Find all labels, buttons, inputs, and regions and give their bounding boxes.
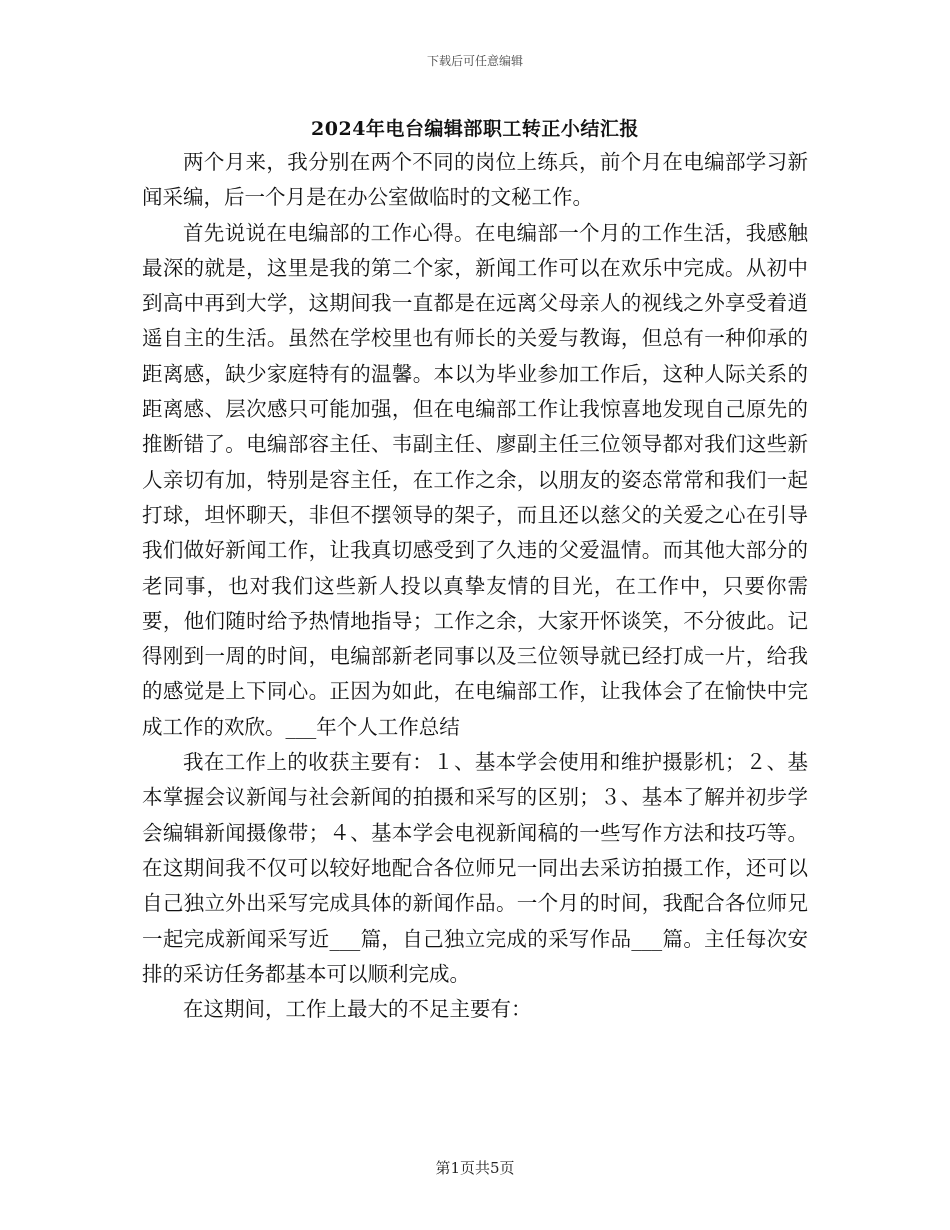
page-number: 第1页共5页: [435, 1159, 515, 1177]
document-title: 2024年电台编辑部职工转正小结汇报: [311, 118, 639, 140]
paragraph: 我在工作上的收获主要有：１、基本学会使用和维护摄影机；２、基本掌握会议新闻与社会新闻的拍摄和采写的区别；３、基本了解并初步学会编辑新闻摄像带；４、基本学会电视新闻稿的一些写作方法和技巧等。在这期间我不仅可以较好地配合各位师兄一同出去采访拍摄工作，还可以自己独立外出采写完成具体的新闻作品。一个月的时间，我配合各位师兄一起完成新闻采写近___篇，自己独立完成的采写作品___篇。主任每次安排的采访任务都基本可以顺利完成。: [142, 750, 808, 986]
page-header-note: 下载后可任意编辑: [426, 54, 523, 68]
document-body: [142, 145, 808, 1027]
paragraph: 首先说说在电编部的工作心得。在电编部一个月的工作生活，我感触最深的就是，这里是我的第二个家，新闻工作可以在欢乐中完成。从初中到高中再到大学，这期间我一直都是在远离父母亲人的视线之外享受着逍遥自主的生活。虽然在学校里也有师长的关爱与教诲，但总有一种仰承的距离感，缺少家庭特有的温馨。本以为毕业参加工作后，这种人际关系的距离感、层次感只可能加强，但在电编部工作让我惊喜地发现自己原先的推断错了。电编部容主任、韦副主任、廖副主任三位领导都对我们这些新人亲切有加，特别是容主任，在工作之余，以朋友的姿态常常和我们一起打球，坦怀聊天，非但不摆领导的架子，而且还以慈父的关爱之心在引导我们做好新闻工作，让我真切感受到了久违的父爱温情。而其他大部分的老同事，也对我们这些新人投以真挚友情的目光，在工作中，只要你需要，他们随时给予热情地指导；工作之余，大家开怀谈笑，不分彼此。记得刚到一周的时间，电编部新老同事以及三位领导就已经打成一片，给我的感觉是上下同心。正因为如此，在电编部工作，让我体会了在愉快中完成工作的欢欣。___年个人工作总结: [142, 220, 808, 739]
paragraph: 在这期间，工作上最大的不足主要有：: [183, 997, 532, 1022]
paragraph: 两个月来，我分别在两个不同的岗位上练兵，前个月在电编部学习新闻采编，后一个月是在办公室做临时的文秘工作。: [142, 150, 808, 210]
